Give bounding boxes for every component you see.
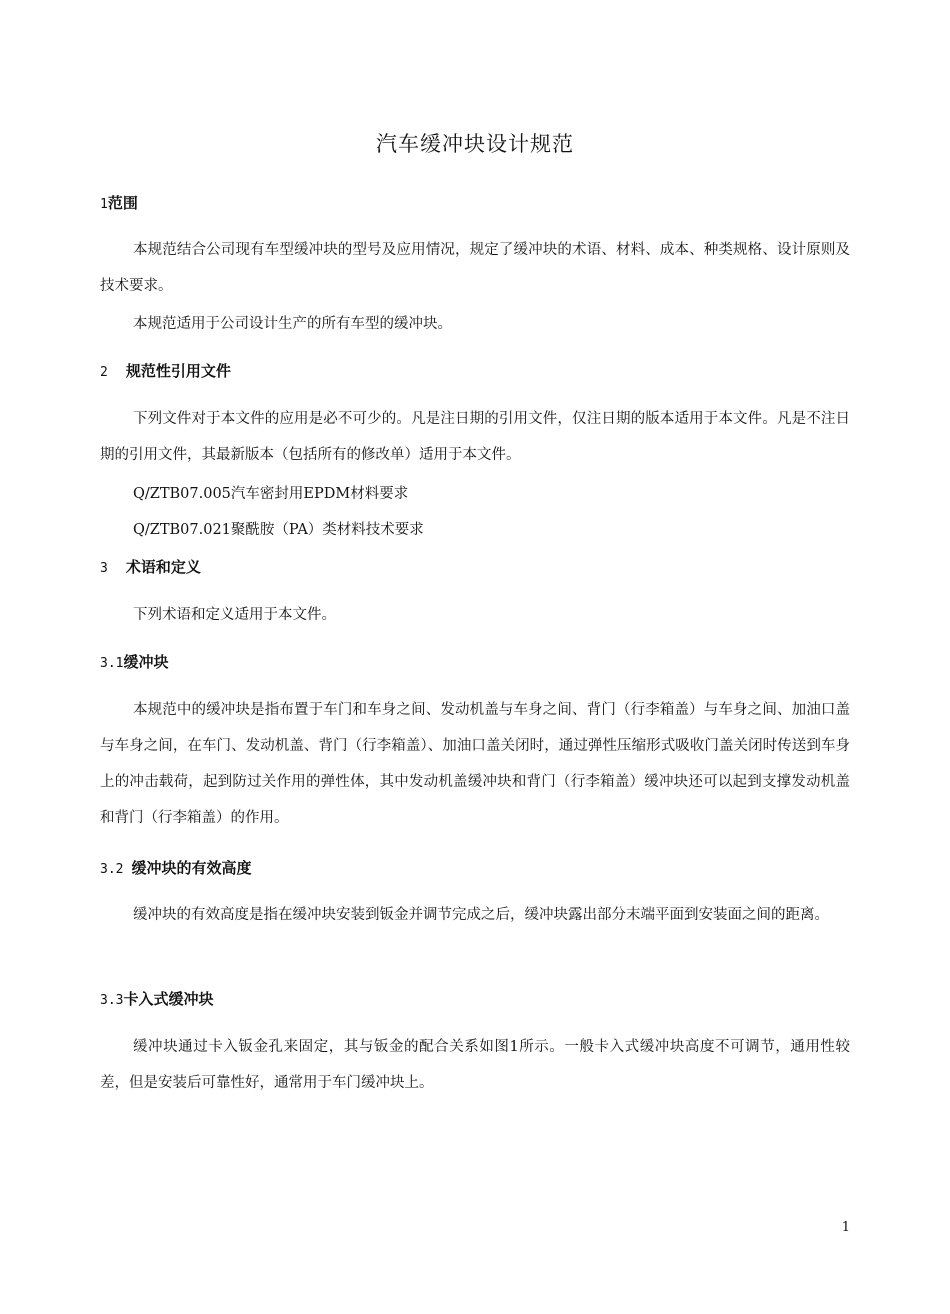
section-2-paragraph-1: 下列文件对于本文件的应用是必不可少的。凡是注日期的引用文件，仅注日期的版本适用于本文件。凡是不注日期的引用文件，其最新版本（包括所有的修改单）适用于本文件。 bbox=[100, 411, 850, 463]
section-1-paragraph-1: 本规范结合公司现有车型缓冲块的型号及应用情况，规定了缓冲块的术语、材料、成本、种类规格、设计原则及技术要求。 bbox=[100, 242, 850, 294]
section-3-1-heading bbox=[100, 651, 169, 675]
section-3-2-heading bbox=[100, 857, 252, 881]
reference-item-1: Q/ZTB07.005汽车密封用EPDM材料要求 bbox=[133, 486, 409, 502]
section-3-heading bbox=[100, 556, 201, 580]
document-title: 汽车缓冲块设计规范 bbox=[376, 132, 574, 156]
section-number: 3.3 bbox=[100, 993, 124, 1008]
section-3-3-paragraph-1: 缓冲块通过卡入钣金孔来固定，其与钣金的配合关系如图1所示。一般卡入式缓冲块高度不可调节，通用性较差，但是安装后可靠性好，通常用于车门缓冲块上。 bbox=[100, 1039, 850, 1091]
section-3-3-heading bbox=[100, 988, 214, 1012]
section-title: 缓冲块 bbox=[123, 653, 169, 671]
section-number: 3.1 bbox=[100, 656, 124, 671]
section-3-2-paragraph-1: 缓冲块的有效高度是指在缓冲块安装到钣金并调节完成之后，缓冲块露出部分末端平面到安装面之间的距离。 bbox=[133, 907, 829, 923]
reference-item-2: Q/ZTB07.021聚酰胺（PA）类材料技术要求 bbox=[133, 522, 424, 538]
page-number: 1 bbox=[841, 1220, 850, 1235]
section-1-heading bbox=[100, 192, 138, 216]
section-title: 术语和定义 bbox=[125, 558, 201, 576]
section-number: 2 bbox=[100, 365, 108, 380]
section-title: 卡入式缓冲块 bbox=[123, 990, 214, 1008]
section-number: 3.2 bbox=[100, 862, 124, 877]
section-title: 规范性引用文件 bbox=[125, 362, 231, 380]
section-3-1-paragraph-1: 本规范中的缓冲块是指布置于车门和车身之间、发动机盖与车身之间、背门（行李箱盖）与车身之间、加油口盖与车身之间，在车门、发动机盖、背门（行李箱盖）、加油口盖关闭时，通过弹性压缩形式吸收门盖关闭时传送到车身上的冲击载荷，起到防过关作用的弹性体，其中发动机盖缓冲块和背门（行李箱盖）缓冲块还可以起到支撑发动机盖和背门（行李箱盖）的作用。 bbox=[100, 702, 850, 826]
section-3-paragraph-1: 下列术语和定义适用于本文件。 bbox=[133, 607, 336, 623]
section-number: 3 bbox=[100, 561, 108, 576]
section-title: 缓冲块的有效高度 bbox=[131, 859, 252, 877]
section-title: 范围 bbox=[107, 194, 138, 212]
section-1-paragraph-2: 本规范适用于公司设计生产的所有车型的缓冲块。 bbox=[133, 316, 452, 332]
section-2-heading bbox=[100, 360, 231, 384]
section-number: 1 bbox=[100, 197, 108, 212]
